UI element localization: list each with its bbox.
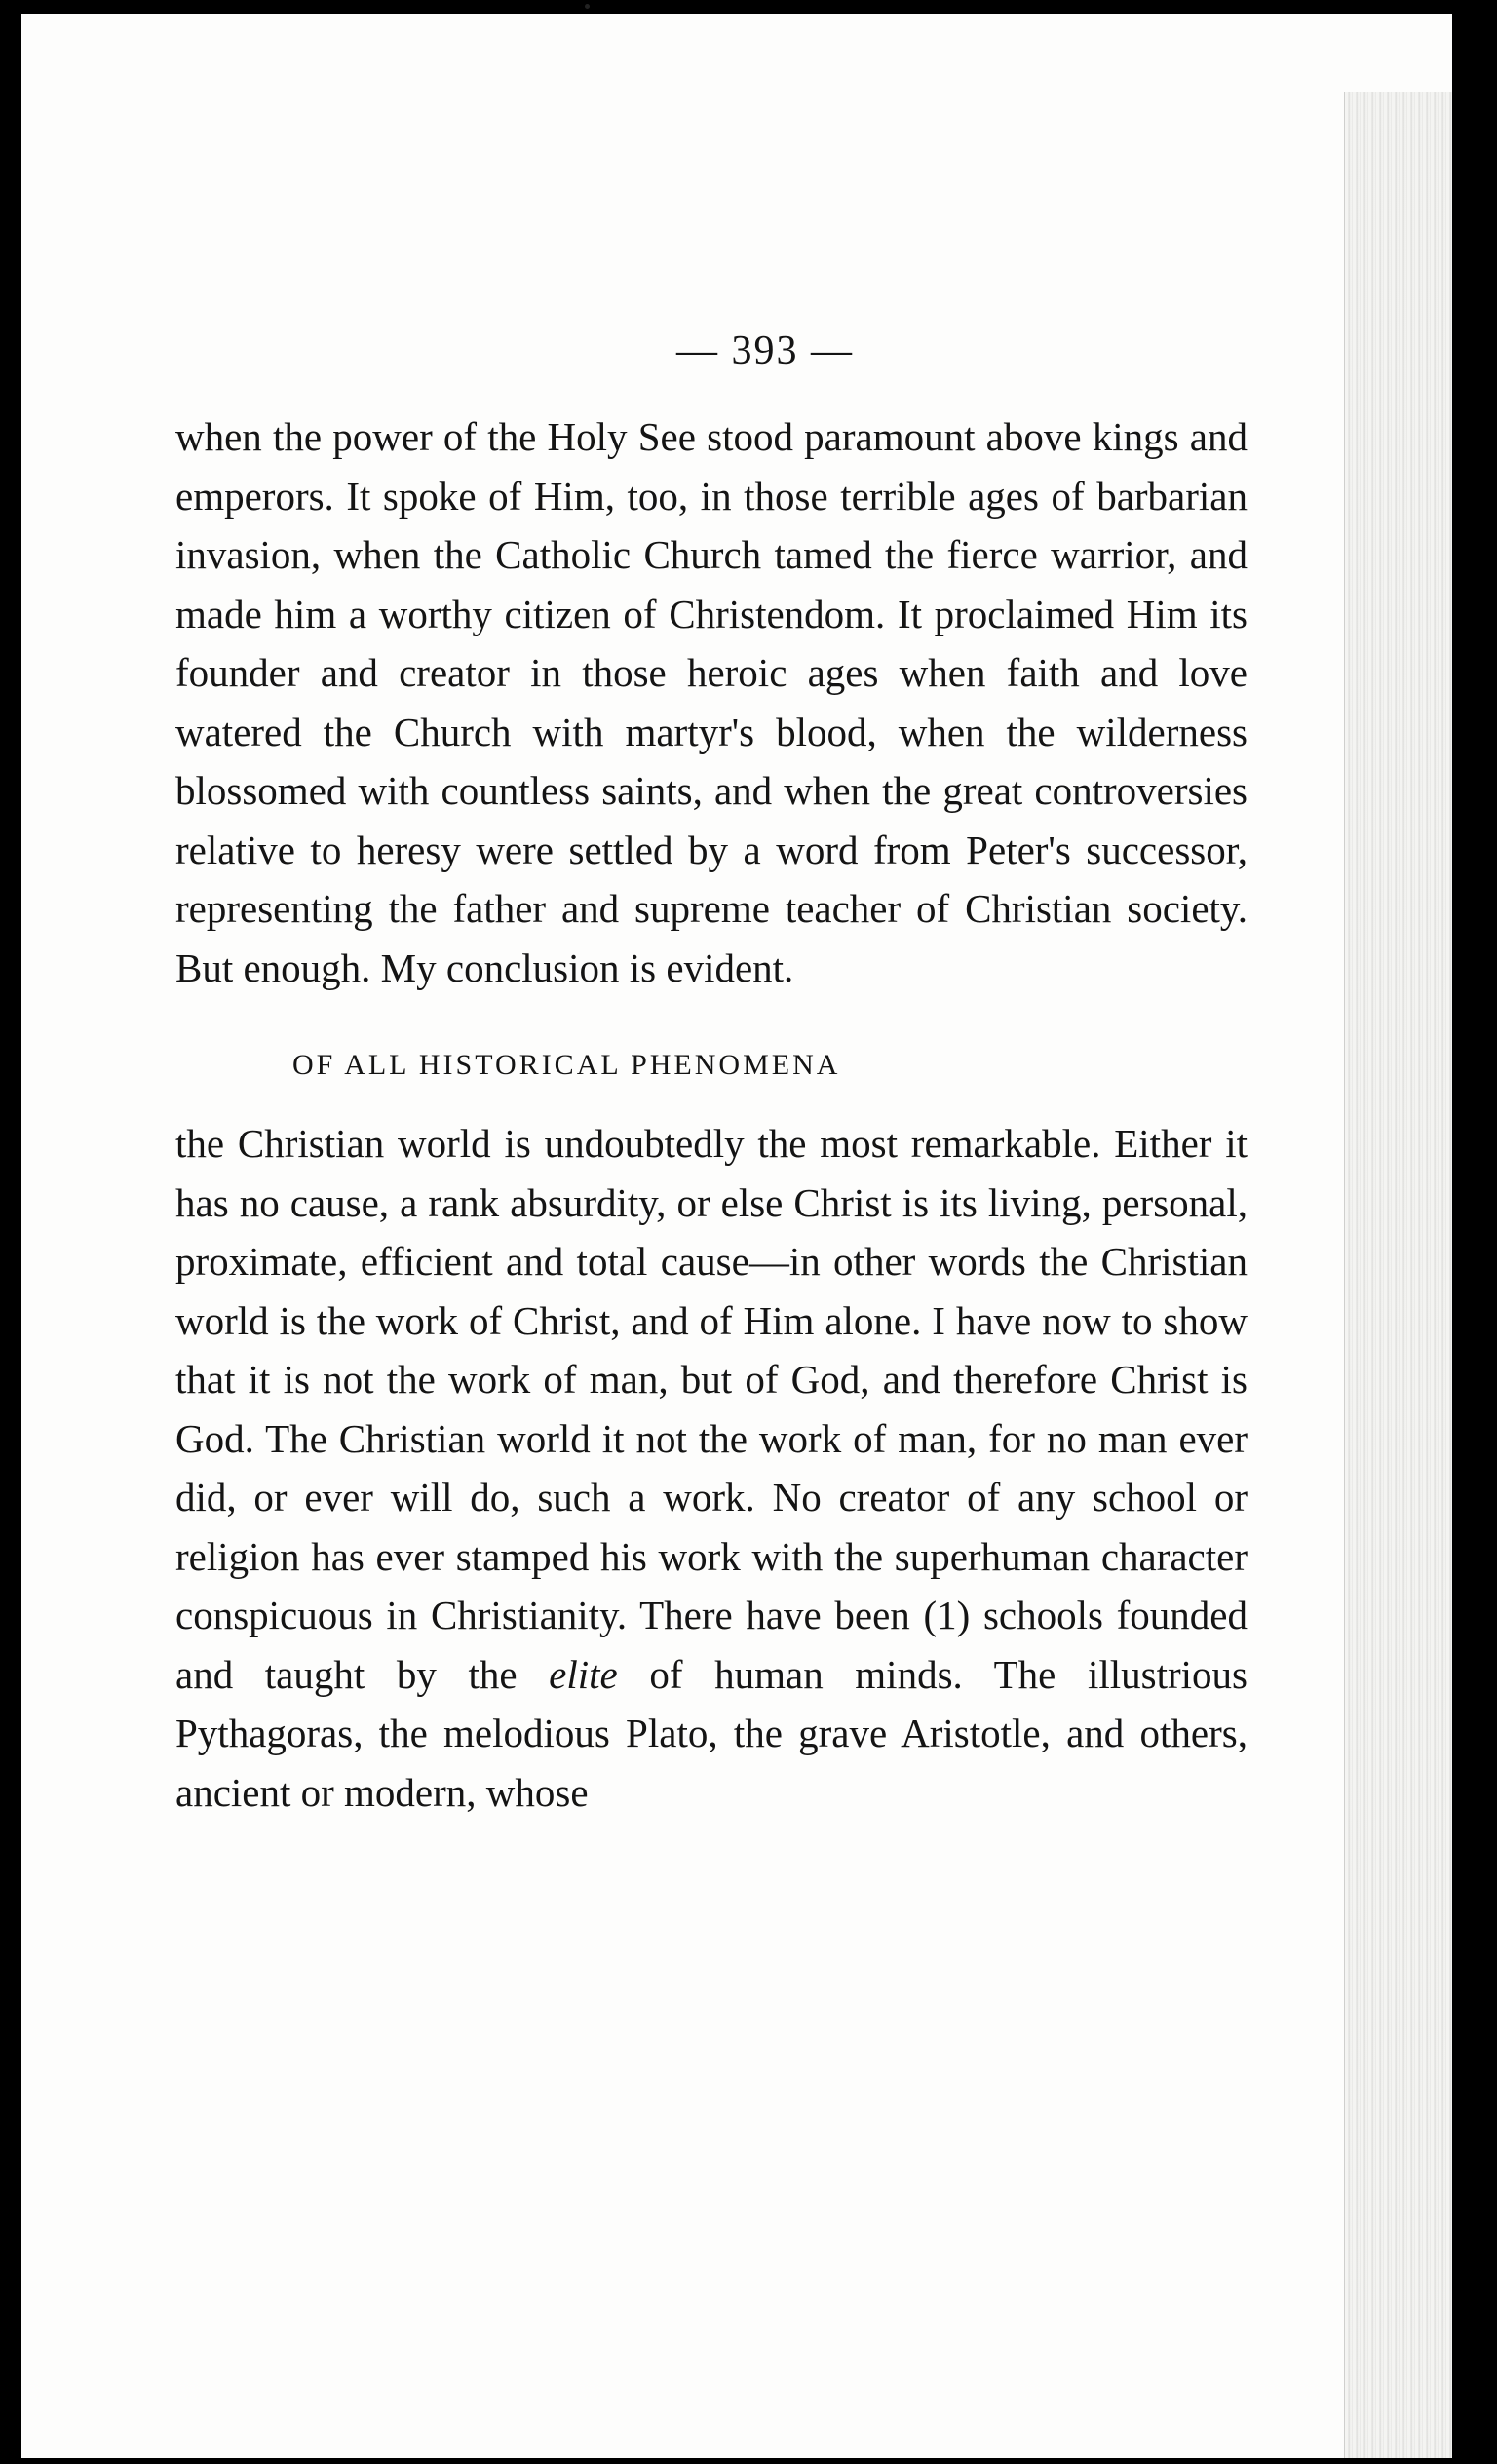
speck [585,4,590,9]
page-edge [1344,92,1452,2458]
section-heading: OF ALL HISTORICAL PHENOMENA [292,1049,841,1081]
paragraph-2-text-a: the Christian world is undoubtedly the most remarkable. Either it has no cause, a rank absurdity, or else Christ is its living, personal, proximate, efficient and total cause—in other words the Christian world is the work of Christ, and of Him alone. I have now to show that it is not the work of man, but of God, and therefore Christ is God. The Christian world it not the work of man, for no man ever did, or ever will do, such a work. No creator of any school or religion has ever stamped his work with the superhuman character conspicuous in Christianity. There have been (1) schools founded and taught by the [175,1121,1248,1697]
paragraph-2-italic: elite [549,1651,618,1697]
paragraph-2 [175,1114,1248,1822]
page-number: — 393 — [676,328,854,373]
paragraph-2-text-b: of human minds. The illustrious Pythagoras, the melodious Plato, the grave Aristotle, and others, ancient or modern, whose [175,1651,1248,1815]
book-page [21,14,1452,2458]
paragraph-1: when the power of the Holy See stood paramount above kings and emperors. It spoke of Him, too, in those terrible ages of barbarian invasion, when the Catholic Church tamed the fierce warrior, and made him a worthy citizen of Christendom. It proclaimed Him its founder and creator in those heroic ages when faith and love watered the Church with martyr's blood, when the wilderness blossomed with countless saints, and when the great controversies relative to heresy were settled by a word from Peter's successor, representing the father and supreme teacher of Christian society. But enough. My conclusion is evident. [175,414,1248,990]
page-text [175,324,1248,1822]
